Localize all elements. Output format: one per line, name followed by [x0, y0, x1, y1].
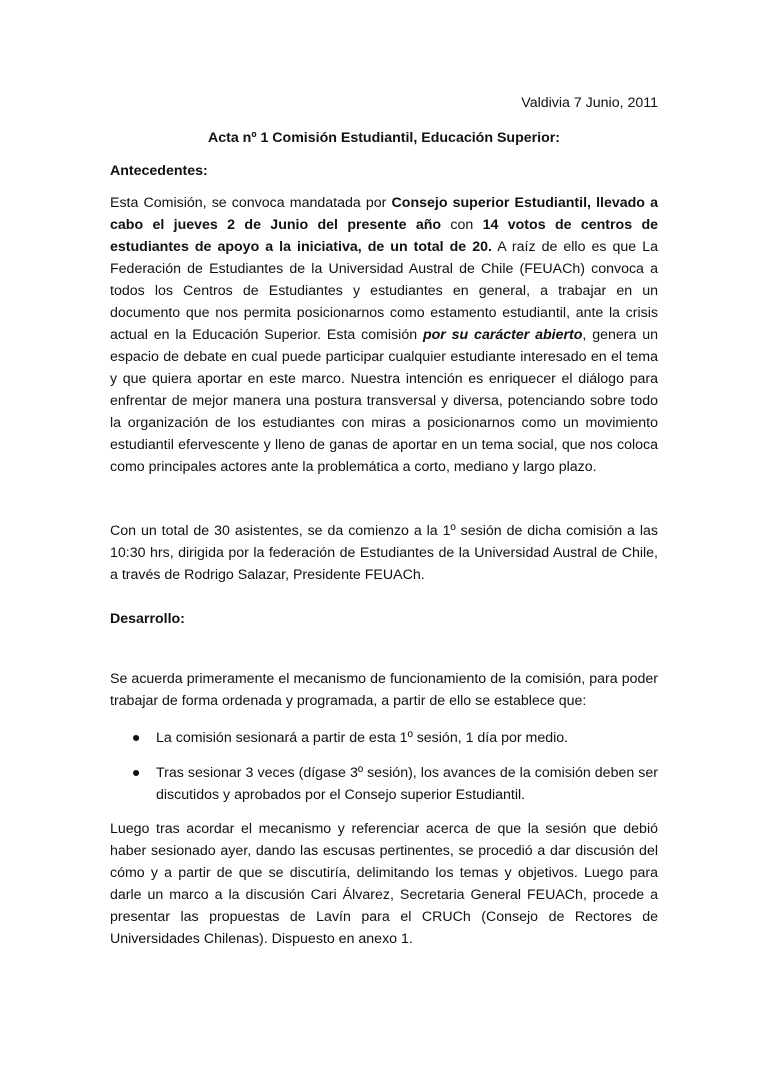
- bold-text-run: Consejo superior Estudiantil, llevado a cabo el jueves 2 de Junio del presente año: [110, 195, 658, 233]
- text-run: Esta Comisión, se convoca mandatada por: [110, 195, 392, 211]
- list-item: [126, 762, 658, 806]
- document-page: [110, 0, 658, 1087]
- list-item: [126, 727, 658, 749]
- document-date: Valdivia 7 Junio, 2011: [521, 95, 658, 111]
- bullet-icon: ●: [131, 765, 141, 781]
- antecedentes-paragraph-1: [110, 192, 658, 478]
- bold-text-run: 14 votos de centros de estudiantes de apoyo a la iniciativa, de un total de 20.: [110, 217, 658, 255]
- bold-italic-text-run: por su carácter abierto: [422, 327, 583, 343]
- list-item-text: La comisión sesionará a partir de esta 1º sesión, 1 día por medio.: [156, 730, 569, 746]
- section-heading-desarrollo: Desarrollo:: [110, 611, 185, 627]
- text-run: A raíz de ello es que La Federación de Estudiantes de la Universidad Austral de Chile (FEUACh) convoca a todos los Centros de Estudiantes y estudiantes en general, a trabajar en un documento que nos permita posicionarnos como estamento estudiantil, ante la crisis actual en la Educación Superior. Esta comisión: [110, 239, 658, 343]
- list-item-text: Tras sesionar 3 veces (dígase 3º sesión), los avances de la comisión deben ser discutidos y aprobados por el Consejo superior Estudiantil.: [156, 765, 658, 803]
- bullet-icon: ●: [131, 730, 141, 746]
- desarrollo-paragraph-2: Luego tras acordar el mecanismo y referenciar acerca de que la sesión que debió haber sesionado ayer, dando las escusas pertinentes, se procedió a dar discusión del cómo y a partir de que se discutiría, delimitando los temas y objetivos. Luego para darle un marco a la discusión Cari Álvarez, Secretaria General FEUACh, procede a presentar las propuestas de Lavín para el CRUCh (Consejo de Rectores de Universidades Chilenas). Dispuesto en anexo 1.: [110, 821, 658, 947]
- text-run: , genera un espacio de debate en cual puede participar cualquier estudiante interesado en el tema y que quiera aportar en este marco. Nuestra intención es enriquecer el diálogo para enfrentar de mejor manera una postura transversal y diversa, potenciando sobre todo la organización de los estudiantes con miras a posicionarnos como un movimiento estudiantil efervescente y lleno de ganas de aportar en un tema social, que nos coloca como principales actores ante la problemática a corto, mediano y largo plazo.: [110, 327, 658, 475]
- document-title: Acta nº 1 Comisión Estudiantil, Educación Superior:: [207, 130, 561, 146]
- text-run: con: [441, 217, 483, 233]
- section-heading-antecedentes: Antecedentes:: [110, 163, 208, 179]
- antecedentes-paragraph-2: Con un total de 30 asistentes, se da comienzo a la 1º sesión de dicha comisión a las 10:30 hrs, dirigida por la federación de Estudiantes de la Universidad Austral de Chile, a través de Rodrigo Salazar, Presidente FEUACh.: [110, 523, 658, 583]
- desarrollo-paragraph-1: Se acuerda primeramente el mecanismo de funcionamiento de la comisión, para poder trabajar de forma ordenada y programada, a partir de ello se establece que:: [110, 671, 658, 709]
